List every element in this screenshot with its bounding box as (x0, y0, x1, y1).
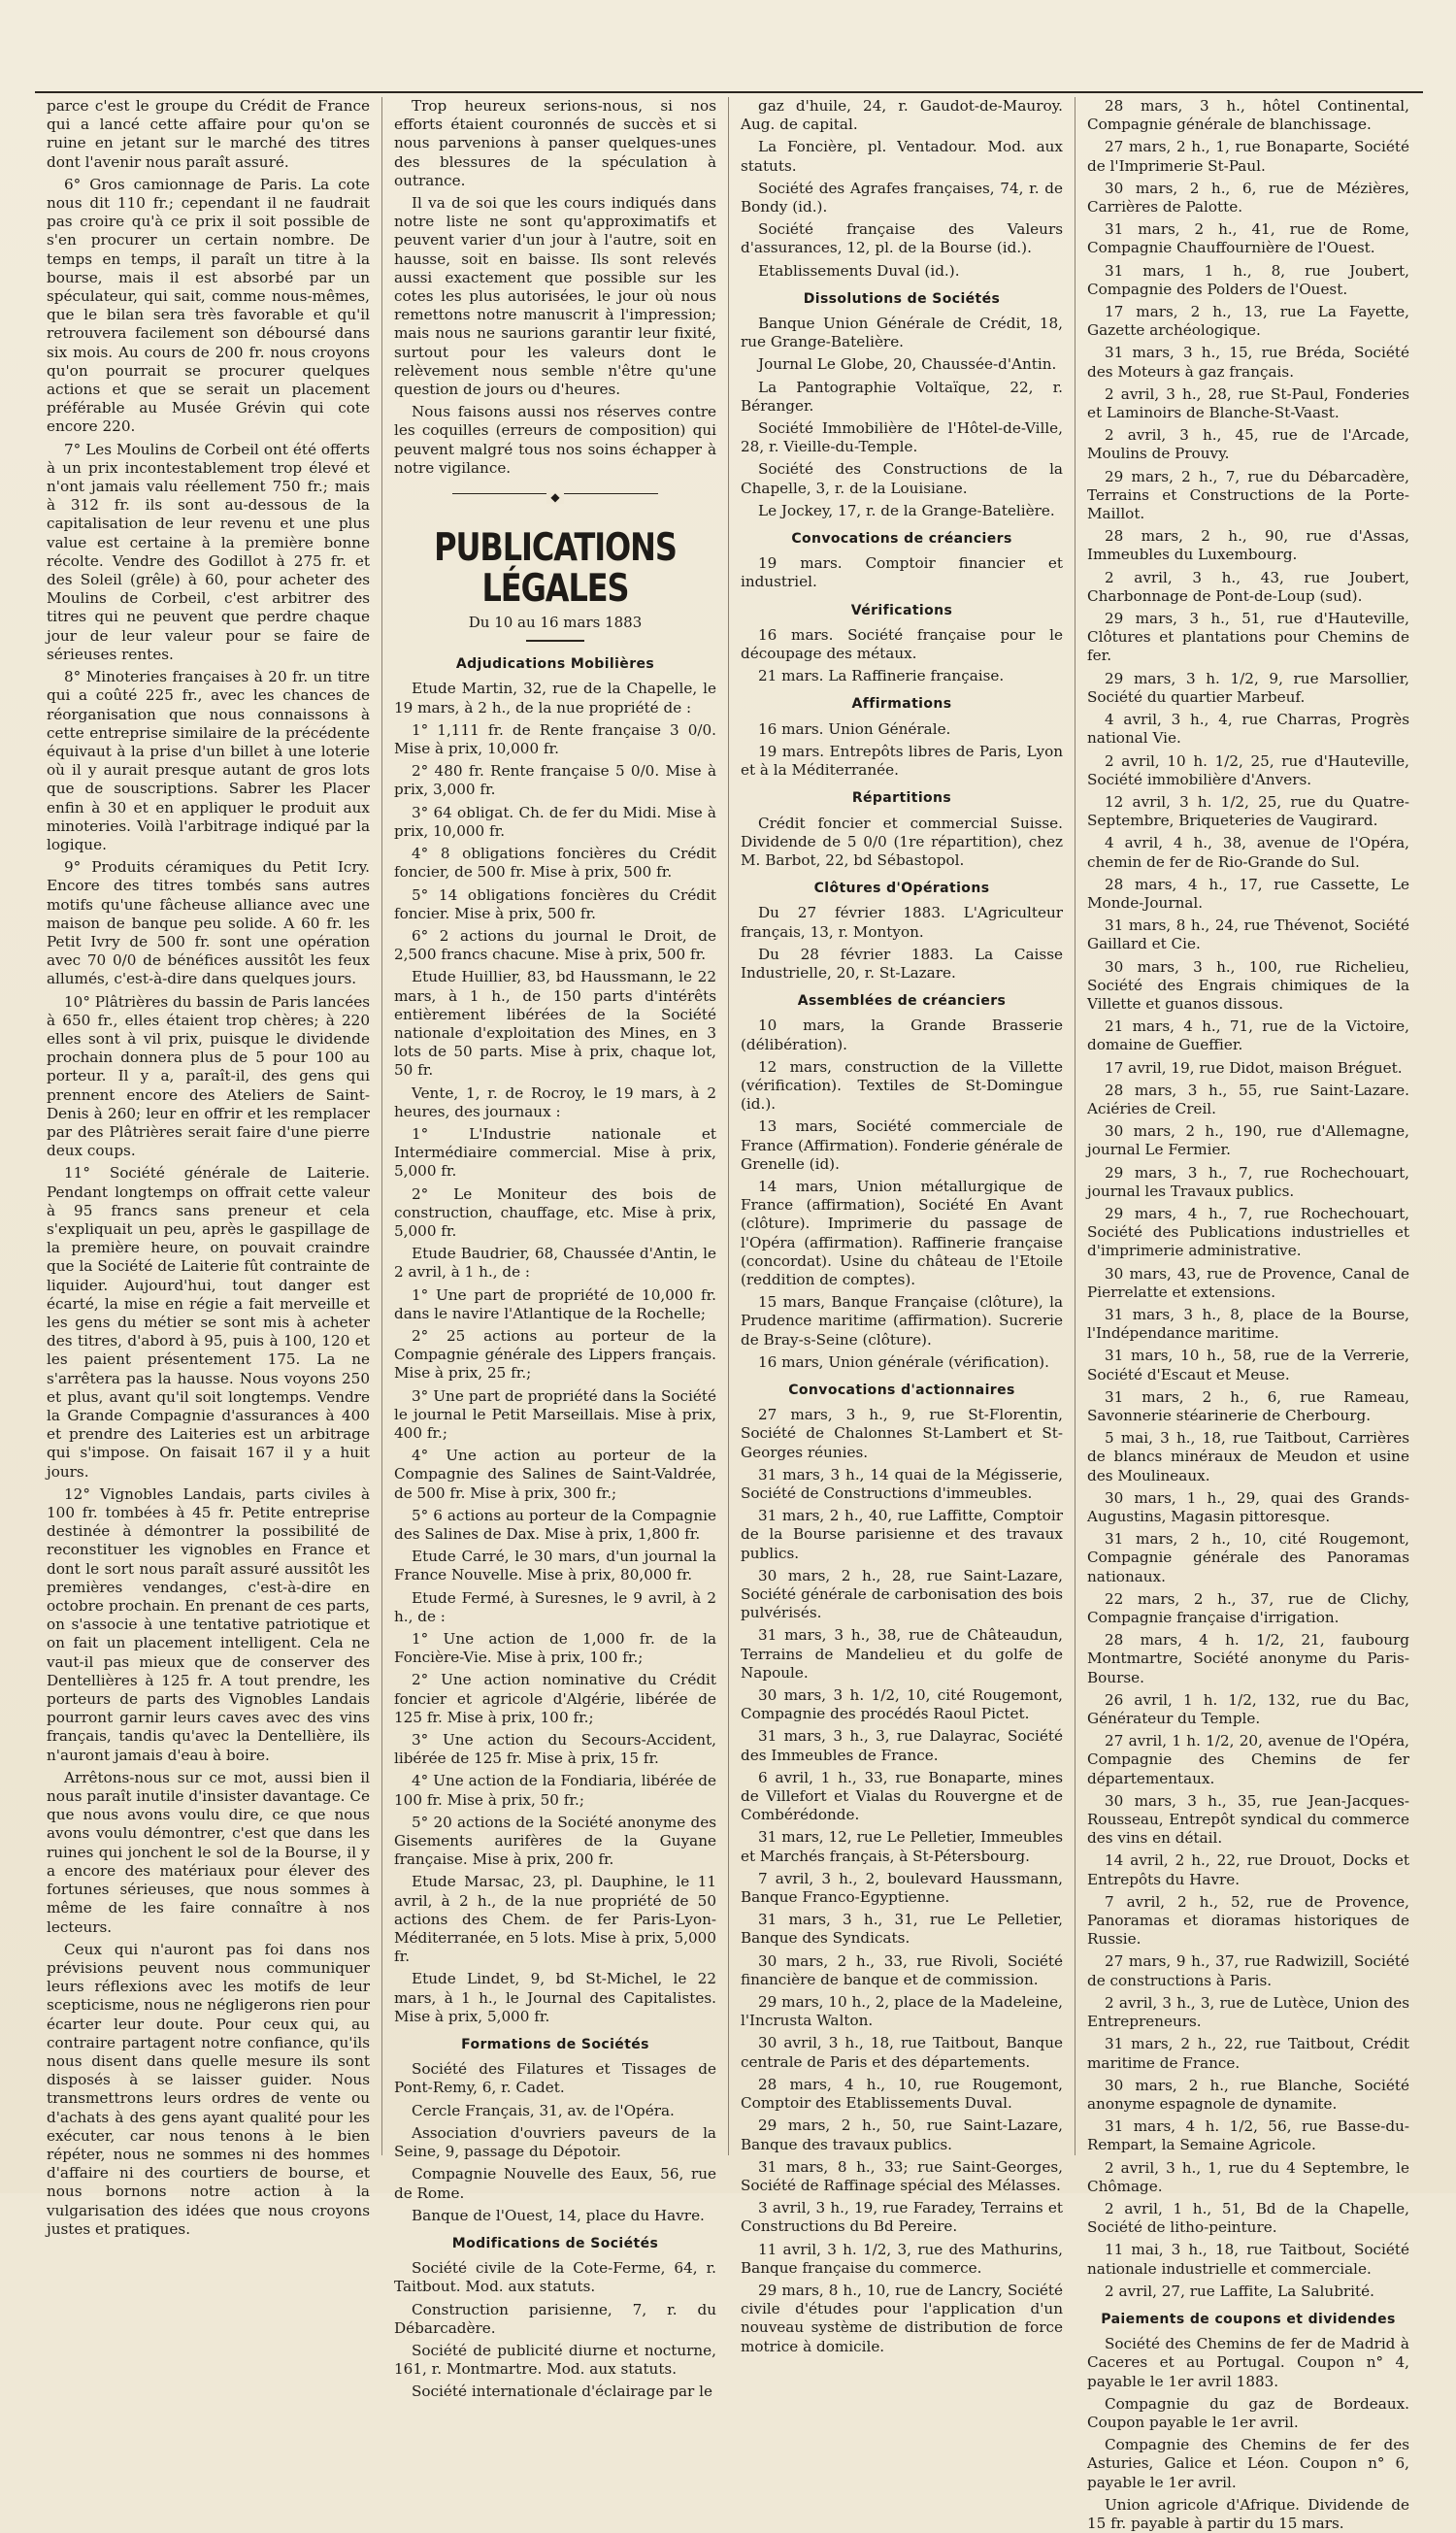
repartitions-list (741, 815, 1063, 871)
list-item: 31 mars, 3 h., 14 quai de la Mégisserie, Société de Constructions d'immeubles. (741, 1465, 1063, 1502)
list-item: 29 mars, 2 h., 50, rue Saint-Lazare, Banque des travaux publics. (741, 2116, 1063, 2153)
list-item: 2 avril, 3 h., 1, rue du 4 Septembre, le Chômage. (1087, 2158, 1409, 2195)
list-item: 4° 8 obligations foncières du Crédit foncier, de 500 fr. Mise à prix, 500 fr. (394, 845, 716, 882)
list-item: 2 avril, 27, rue Laffite, La Salubrité. (1105, 2282, 1374, 2300)
list-item: 2° 25 actions au porteur de la Compagnie générale des Lippers français. Mise à prix, 25 fr.; (394, 1326, 716, 1383)
list-item: 30 mars, 2 h., 33, rue Rivoli, Société financière de banque et de commission. (741, 1951, 1063, 1988)
list-item: Cercle Français, 31, av. de l'Opéra. (412, 2101, 675, 2119)
list-item: 17 avril, 19, rue Didot, maison Bréguet. (1105, 1058, 1403, 1077)
list-item: Vente, 1, r. de Rocroy, le 19 mars, à 2 heures, des journaux : (394, 1083, 716, 1120)
list-item: Société des Constructions de la Chapelle, 3, r. de la Louisiane. (741, 460, 1063, 497)
list-item: 29 mars, 3 h. 1/2, 9, rue Marsollier, Société du quartier Marbeuf. (1087, 669, 1409, 706)
list-item: 21 mars, 4 h., 71, rue de la Victoire, domaine de Gueffier. (1087, 1017, 1409, 1054)
list-item: Compagnie des Chemins de fer des Asturies, Galice et Léon. Coupon n° 6, payable le 1er avril. (1087, 2436, 1409, 2491)
list-item: 31 mars, 2 h., 22, rue Taitbout, Crédit maritime de France. (1087, 2035, 1409, 2072)
list-item: Association d'ouvriers paveurs de la Seine, 9, passage du Dépotoir. (394, 2123, 716, 2161)
list-item: 12 mars, construction de la Villette (vérification). Textiles de St-Domingue (id.). (741, 1057, 1063, 1114)
list-item: 30 mars, 1 h., 29, quai des Grands-Augustins, Magasin pittoresque. (1087, 1488, 1409, 1526)
section-heading: Clôtures d'Opérations (813, 881, 990, 897)
list-item: Etude Martin, 32, rue de la Chapelle, le 19 mars, à 2 h., de la nue propriété de : (394, 680, 716, 717)
list-item: Etude Huillier, 83, bd Haussmann, le 22 mars, à 1 h., de 150 parts d'intérêts entièrement libérées de la Société nationale d'exploitation des Mines, en 3 lots de 50 parts. Mise à prix, chaque lot, 50 fr. (394, 968, 716, 1080)
paragraph: Trop heureux serions-nous, si nos efforts étaient couronnés de succès et si nous parvenions à panser quelques-unes des blessures de la spéculation à outrance. (394, 97, 716, 189)
list-item: Etude Lindet, 9, bd St-Michel, le 22 mars, à 1 h., le Journal des Capitalistes. Mise à prix, 5,000 fr. (394, 1970, 716, 2025)
list-item: 3° Une action du Secours-Accident, libérée de 125 fr. Mise à prix, 15 fr. (394, 1731, 716, 1768)
list-item: 30 avril, 3 h., 18, rue Taitbout, Banque centrale de Paris et des départements. (741, 2034, 1063, 2071)
list-item: 31 mars, 8 h., 24, rue Thévenot, Société Gaillard et Cie. (1087, 917, 1409, 953)
section-heading: Convocations d'actionnaires (788, 1382, 1015, 1398)
affirmations-list (741, 720, 1063, 781)
list-item: Etude Baudrier, 68, Chaussée d'Antin, le 2 avril, à 1 h., de : (394, 1245, 716, 1282)
list-item: 1° L'Industrie nationale et Intermédiaire commercial. Mise à prix, 5,000 fr. (394, 1124, 716, 1181)
date-range: Du 10 au 16 mars 1883 (468, 614, 643, 632)
paragraph: Ceux qui n'auront pas foi dans nos prévisions peuvent nous communiquer leurs réflexions avec les motifs de leur scepticisme, nous ne négligerons rien pour écarter leur doute. Pour ceux qui, au contraire partagent notre confiance, qu'ils nous disent dans quelle mesure ils sont disposés à se laisser guider. Nous transmettrons leurs ordres de vente ou d'achats à des gens ayant qualité pour les exécuter, car nous tenons à le bien répéter, nous ne sommes ni des hommes d'affaire ni des courtiers de bourse, et nous bornons notre action à la vulgarisation des idées que nous croyons justes et pratiques. (47, 1940, 370, 2238)
list-item: Crédit foncier et commercial Suisse. Dividende de 5 0/0 (1re répartition), chez M. Barbot, 22, bd Sébastopol. (741, 814, 1063, 869)
shareholder-convocations-continued (1087, 97, 1409, 2301)
section-heading: Assemblées de créanciers (797, 993, 1007, 1010)
list-item: 2° Le Moniteur des bois de construction, chauffage, etc. Mise à prix, 5,000 fr. (394, 1184, 716, 1240)
section-heading: Convocations de créanciers (791, 531, 1012, 548)
dissolutions-list (741, 315, 1063, 520)
list-item: 30 mars, 3 h., 35, rue Jean-Jacques-Rousseau, Entrepôt syndical du commerce des vins en détail. (1087, 1791, 1409, 1848)
list-item: 31 mars, 10 h., 58, rue de la Verrerie, Société d'Escaut et Meuse. (1087, 1347, 1409, 1383)
list-item: 11 avril, 3 h. 1/2, 3, rue des Mathurins, Banque française du commerce. (741, 2240, 1063, 2277)
list-item: 30 mars, 3 h. 1/2, 10, cité Rougemont, Compagnie des procédés Raoul Pictet. (741, 1686, 1063, 1723)
list-item: Société française des Valeurs d'assurances, 12, pl. de la Bourse (id.). (741, 220, 1063, 257)
list-item: 13 mars, Société commerciale de France (Affirmation). Fonderie générale de Grenelle (id). (741, 1117, 1063, 1173)
list-item: 10 mars, la Grande Brasserie (délibération). (741, 1017, 1063, 1053)
list-item: 7 avril, 2 h., 52, rue de Provence, Panoramas et dioramas historiques de Russie. (1087, 1892, 1409, 1949)
list-item: 30 mars, 3 h., 100, rue Richelieu, Société des Engrais chimiques de la Villette et guanos dissous. (1087, 957, 1409, 1013)
list-item: 28 mars, 4 h., 17, rue Cassette, Le Monde-Journal. (1087, 875, 1409, 912)
list-item: 31 mars, 3 h., 15, rue Bréda, Société des Moteurs à gaz français. (1087, 344, 1409, 381)
paragraph: 10° Plâtrières du bassin de Paris lancées à 650 fr., elles étaient trop chères; à 220 elles sont à vil prix, puisque le dividende prochain donnera plus de 5 pour 100 au porteur. Il y a, paraît-il, des gens qui prennent encore des Ateliers de Saint-Denis à 260; leur en offrir et les remplacer par des Plâtrières serait faire d'une pierre deux coups. (47, 992, 370, 1160)
list-item: 31 mars, 3 h., 3, rue Dalayrac, Société des Immeubles de France. (741, 1727, 1063, 1764)
list-item: 12 avril, 3 h. 1/2, 25, rue du Quatre-Septembre, Briqueteries de Vaugirard. (1087, 792, 1409, 830)
list-item: 31 mars, 2 h., 40, rue Laffitte, Comptoir de la Bourse parisienne et des travaux publics. (741, 1507, 1063, 1562)
top-rule (35, 91, 1423, 93)
section-heading: Modifications de Sociétés (451, 2235, 659, 2251)
list-item: gaz d'huile, 24, r. Gaudot-de-Mauroy. Aug. de capital. (741, 97, 1063, 134)
list-item: Société de publicité diurne et nocturne, 161, r. Montmartre. Mod. aux statuts. (394, 2341, 716, 2379)
modifications-list (394, 2259, 716, 2401)
section-heading: Dissolutions de Sociétés (803, 290, 1001, 307)
section-heading: Répartitions (851, 790, 952, 807)
list-item: 27 avril, 1 h. 1/2, 20, avenue de l'Opéra, Compagnie des Chemins de fer départementaux. (1087, 1732, 1409, 1787)
list-item: 31 mars, 1 h., 8, rue Joubert, Compagnie des Polders de l'Ouest. (1087, 261, 1409, 298)
paragraph: 11° Société générale de Laiterie. Pendant longtemps on offrait cette valeur à 95 francs sans preneur et cela s'expliquait un peu, après le gaspillage de la première heure, on pouvait craindre que la Société de Laiterie fût contrainte de liquider. Aujourd'hui, tout danger est écarté, la mise en régie a fait merveille et les gens du métier se sont mis à acheter des titres, d'abord à 95, puis à 100, 120 et les paient présentement 175. La ne s'arrêtera pas la hausse. Nous voyons 250 et plus, avant qu'il soit longtemps. Vendre la Grande Compagnie d'assurances à 400 et prendre des Laiteries est un arbitrage qui s'impose. On faisait 167 il y a huit jours. (47, 1164, 370, 1481)
list-item: 27 mars, 9 h., 37, rue Radwizill, Société de constructions à Paris. (1087, 1952, 1409, 1989)
paragraph: 9° Produits céramiques du Petit Icry. Encore des titres tombés sans autres motifs qu'une fâcheuse alliance avec une maison de banque peu solide. A 60 fr. les Petit Ivry de 500 fr. sont une opération avec 70 0/0 de bénéfices aussitôt les feux allumés, c'est-à-dire dans quelques jours. (47, 858, 370, 988)
modifications-continued (741, 97, 1063, 281)
list-item: 30 mars, 43, rue de Provence, Canal de Pierrelatte et extensions. (1087, 1264, 1409, 1301)
list-item: 16 mars, Union générale (vérification). (758, 1352, 1049, 1371)
coupons-list (1087, 2335, 1409, 2533)
paragraph: parce c'est le groupe du Crédit de France qui a lancé cette affaire pour qu'on se ruine en jetant sur le marché des titres dont l'avenir nous paraît assuré. (47, 97, 370, 171)
list-item: Société des Agrafes françaises, 74, r. de Bondy (id.). (741, 179, 1063, 217)
columns (35, 97, 1423, 2532)
list-item: 2 avril, 10 h. 1/2, 25, rue d'Hauteville, Société immobilière d'Anvers. (1087, 751, 1409, 788)
list-item: Banque de l'Ouest, 14, place du Havre. (412, 2206, 705, 2224)
creditors-list (741, 554, 1063, 591)
list-item: 28 mars, 4 h., 10, rue Rougemont, Comptoir des Etablissements Duval. (741, 2075, 1063, 2113)
paragraph: 7° Les Moulins de Corbeil ont été offerts à un prix incontestablement trop élevé et n'ont jamais valu réellement 750 fr.; mais à 312 fr. ils sont au-dessous de la capitalisation de leur revenu et une plus value est certaine à la première bonne récolte. Vendre des Godillot à 275 fr. et des Soleil (grêle) à 60, pour acheter des Moulins de Corbeil, c'est arbitrer des titres qui ne peuvent que perdre chaque jour de leur valeur pour se faire de sérieuses rentes. (47, 440, 370, 663)
list-item: 1° 1,111 fr. de Rente française 3 0/0. Mise à prix, 10,000 fr. (394, 720, 716, 758)
list-item: 28 mars, 3 h., hôtel Continental, Compagnie générale de blanchissage. (1087, 97, 1409, 134)
adjudications-list (394, 680, 716, 2026)
list-item: 31 mars, 3 h., 31, rue Le Pelletier, Banque des Syndicats. (741, 1911, 1063, 1948)
list-item: 2 avril, 1 h., 51, Bd de la Chapelle, Société de litho-peinture. (1087, 2199, 1409, 2237)
list-item: 4° Une action de la Fondiaria, libérée de 100 fr. Mise à prix, 50 fr.; (394, 1772, 716, 1809)
ornament-separator: ◆ (394, 487, 716, 499)
list-item: 19 mars. Comptoir financier et industriel. (741, 554, 1063, 591)
list-item: Etude Fermé, à Suresnes, le 9 avril, à 2 h., de : (394, 1588, 716, 1625)
list-item: 5° 20 actions de la Société anonyme des Gisements aurifères de la Guyane française. Mise à prix, 200 fr. (394, 1813, 716, 1869)
list-item: 31 mars, 3 h., 8, place de la Bourse, l'Indépendance maritime. (1087, 1305, 1409, 1343)
list-item: Société des Filatures et Tissages de Pont-Remy, 6, r. Cadet. (394, 2060, 716, 2097)
list-item: 11 mai, 3 h., 18, rue Taitbout, Société nationale industrielle et commerciale. (1087, 2241, 1409, 2278)
section-heading: Vérifications (850, 602, 953, 618)
list-item: 31 mars, 3 h., 38, rue de Châteaudun, Terrains de Mandelieu et du golfe de Napoule. (741, 1626, 1063, 1682)
list-item: 31 mars, 12, rue Le Pelletier, Immeubles et Marchés français, à St-Pétersbourg. (741, 1828, 1063, 1865)
list-item: 27 mars, 3 h., 9, rue St-Florentin, Société de Chalonnes St-Lambert et St-Georges réunies. (741, 1406, 1063, 1461)
paragraph: Il va de soi que les cours indiqués dans notre liste ne sont qu'approximatifs et peuvent varier d'un jour à l'autre, soit en hausse, soit en baisse. Ils sont relevés aussi exactement que possible sur les cotes les plus autorisées, le jour où nous remettons notre manuscrit à l'impression; mais nous ne saurions garantir leur fixité, surtout pour les valeurs dont le relèvement nous semble n'être qu'une question de jours ou d'heures. (394, 194, 716, 399)
column-2 (381, 97, 728, 2401)
paragraph: 8° Minoteries françaises à 20 fr. un titre qui a coûté 225 fr., avec les chances de réorganisation que nous connaissons à cette entreprise similaire de la précédente équivaut à la prise d'un billet à une loterie où il y aurait presque autant de gros lots que de souscriptions. Sabrer les Placer enfin à 30 et en appliquer le produit aux minoteries. Voilà l'arbitrage indiqué par la logique. (47, 668, 370, 853)
paragraph: 12° Vignobles Landais, parts civiles à 100 fr. tombées à 45 fr. Petite entreprise destinée à démontrer la possibilité de reconstituer les vignobles en France et dont le sort nous paraît assuré aussitôt les premières vendanges, c'est-à-dire en octobre prochain. En prenant de ces parts, on s'associe à une tentative patriotique et on fait un placement intelligent. Cela ne vaut-il pas mieux que de conserver des Dentellières à 125 fr. A tout prendre, les porteurs de parts des Vignobles Landais pourront garnir leurs caves avec des vins français, tandis qu'avec la Dentellière, ils n'auront jamais d'eau à boire. (47, 1484, 370, 1764)
paragraph: Nous faisons aussi nos réserves contre les coquilles (erreurs de composition) qui peuvent malgré tous nos soins échapper à notre vigilance. (394, 403, 716, 477)
list-item: 31 mars, 2 h., 10, cité Rougemont, Compagnie générale des Panoramas nationaux. (1087, 1530, 1409, 1585)
formations-list (394, 2060, 716, 2225)
list-item: 29 mars, 8 h., 10, rue de Lancry, Société civile d'études pour l'application d'un nouveau système de distribution de force motrice à domicile. (741, 2281, 1063, 2355)
list-item: 31 mars, 8 h., 33; rue Saint-Georges, Société de Raffinage spécial des Mélasses. (741, 2157, 1063, 2194)
list-item: Société Immobilière de l'Hôtel-de-Ville, 28, r. Vieille-du-Temple. (741, 419, 1063, 456)
list-item: 31 mars, 2 h., 41, rue de Rome, Compagnie Chauffournière de l'Ouest. (1087, 220, 1409, 257)
list-item: 26 avril, 1 h. 1/2, 132, rue du Bac, Générateur du Temple. (1087, 1690, 1409, 1728)
list-item: 7 avril, 3 h., 2, boulevard Haussmann, Banque Franco-Egyptienne. (741, 1869, 1063, 1907)
section-heading: Adjudications Mobilières (455, 656, 655, 673)
section-heading: Affirmations (851, 696, 952, 713)
list-item: 6 avril, 1 h., 33, rue Bonaparte, mines de Villefort et Vialas du Rouvergne et de Combérédonde. (741, 1768, 1063, 1824)
list-item: 30 mars, 2 h., 6, rue de Mézières, Carrières de Palotte. (1087, 179, 1409, 217)
list-item: 14 mars, Union métallurgique de France (affirmation), Société En Avant (clôture). Imprimerie du passage de l'Opéra (affirmation). Raffinerie française (concordat). Usine du château de l'Etoile (reddition de comptes). (741, 1177, 1063, 1288)
list-item: 21 mars. La Raffinerie française. (758, 667, 1005, 685)
list-item: 3° Une part de propriété dans la Société le journal le Petit Marseillais. Mise à prix, 400 fr.; (394, 1386, 716, 1442)
list-item: 22 mars, 2 h., 37, rue de Clichy, Compagnie française d'irrigation. (1087, 1589, 1409, 1627)
list-item: Banque Union Générale de Crédit, 18, rue Grange-Batelière. (741, 315, 1063, 351)
list-item: 1° Une part de propriété de 10,000 fr. dans le navire l'Atlantique de la Rochelle; (394, 1285, 716, 1322)
list-item: 16 mars. Société française pour le découpage des métaux. (741, 625, 1063, 663)
list-item: Compagnie Nouvelle des Eaux, 56, rue de Rome. (394, 2165, 716, 2202)
list-item: Etude Carré, le 30 mars, d'un journal la France Nouvelle. Mise à prix, 80,000 fr. (394, 1548, 716, 1584)
list-item: 2 avril, 3 h., 43, rue Joubert, Charbonnage de Pont-de-Loup (sud). (1087, 568, 1409, 605)
list-item: 2° 480 fr. Rente française 5 0/0. Mise à prix, 3,000 fr. (394, 762, 716, 799)
list-item: 6° 2 actions du journal le Droit, de 2,500 francs chacune. Mise à prix, 500 fr. (394, 926, 716, 964)
list-item: Journal Le Globe, 20, Chaussée-d'Antin. (758, 355, 1057, 374)
list-item: Société des Chemins de fer de Madrid à Caceres et au Portugal. Coupon n° 4, payable le 1er avril 1883. (1087, 2335, 1409, 2390)
list-item: Le Jockey, 17, r. de la Grange-Batelière. (758, 501, 1055, 519)
list-item: 27 mars, 2 h., 1, rue Bonaparte, Société de l'Imprimerie St-Paul. (1087, 138, 1409, 175)
list-item: Compagnie du gaz de Bordeaux. Coupon payable le 1er avril. (1087, 2394, 1409, 2431)
list-item: La Pantographie Voltaïque, 22, r. Béranger. (741, 378, 1063, 415)
list-item: Société civile de la Cote-Ferme, 64, r. Taitbout. Mod. aux statuts. (394, 2259, 716, 2296)
section-heading: Paiements de coupons et dividendes (1101, 2311, 1396, 2327)
list-item: 29 mars, 2 h., 7, rue du Débarcadère, Terrains et Constructions de la Porte-Maillot. (1087, 467, 1409, 523)
list-item: Etude Marsac, 23, pl. Dauphine, le 11 avril, à 2 h., de la nue propriété de 50 actions des Chem. de fer Paris-Lyon-Méditerranée, en 5 lots. Mise à prix, 5,000 fr. (394, 1873, 716, 1966)
list-item: 29 mars, 3 h., 51, rue d'Hauteville, Clôtures et plantations pour Chemins de fer. (1087, 610, 1409, 665)
list-item: 2 avril, 3 h., 28, rue St-Paul, Fonderies et Laminoirs de Blanche-St-Vaast. (1087, 384, 1409, 422)
list-item: La Foncière, pl. Ventadour. Mod. aux statuts. (741, 138, 1063, 175)
section-title: PUBLICATIONS LÉGALES (434, 526, 677, 612)
section-heading: Formations de Sociétés (461, 2037, 649, 2053)
list-item: 17 mars, 2 h., 13, rue La Fayette, Gazette archéologique. (1087, 303, 1409, 340)
list-item: 31 mars, 4 h. 1/2, 56, rue Basse-du-Rempart, la Semaine Agricole. (1087, 2117, 1409, 2154)
list-item: 30 mars, 2 h., 190, rue d'Allemagne, journal Le Fermier. (1087, 1122, 1409, 1159)
list-item: 28 mars, 2 h., 90, rue d'Assas, Immeubles du Luxembourg. (1087, 527, 1409, 564)
paragraph: 6° Gros camionnage de Paris. La cote nous dit 110 fr.; cependant il ne faudrait pas croire qu'à ce prix il soit possible de s'en procurer un certain nombre. De temps en temps, il paraît un titre à la bourse, mais il est absorbé par un spéculateur, qui sait, comme nous-mêmes, que le bilan sera très favorable et qu'il retrouvera facilement son déboursé dans six mois. Au cours de 200 fr. nous croyons qu'on pourrait se procurer quelques actions et que se serait un placement préférable au Musée Grévin qui cote encore 220. (47, 175, 370, 436)
list-item: 3° 64 obligat. Ch. de fer du Midi. Mise à prix, 10,000 fr. (394, 803, 716, 840)
assemblees-list (741, 1017, 1063, 1372)
list-item: 19 mars. Entrepôts libres de Paris, Lyon et à la Méditerranée. (741, 742, 1063, 780)
list-item: Du 28 février 1883. La Caisse Industrielle, 20, r. St-Lazare. (741, 945, 1063, 982)
list-item: 3 avril, 3 h., 19, rue Faradey, Terrains et Constructions du Bd Pereire. (741, 2199, 1063, 2236)
list-item: 5° 14 obligations foncières du Crédit foncier. Mise à prix, 500 fr. (394, 885, 716, 922)
list-item: 2 avril, 3 h., 45, rue de l'Arcade, Moulins de Prouvy. (1087, 426, 1409, 463)
list-item: Du 27 février 1883. L'Agriculteur français, 13, r. Montyon. (741, 904, 1063, 941)
column-1 (35, 97, 381, 2238)
verifications-list (741, 626, 1063, 686)
list-item: 28 mars, 3 h., 55, rue Saint-Lazare. Aciéries de Creil. (1087, 1081, 1409, 1117)
short-rule (526, 640, 584, 642)
list-item: 30 mars, 2 h., 28, rue Saint-Lazare, Société générale de carbonisation des bois pulvérisés. (741, 1566, 1063, 1622)
list-item: Société internationale d'éclairage par le (412, 2383, 712, 2401)
list-item: 29 mars, 4 h., 7, rue Rochechouart, Société des Publications industrielles et d'imprimerie administrative. (1087, 1204, 1409, 1260)
list-item: 28 mars, 4 h. 1/2, 21, faubourg Montmartre, Société anonyme du Paris-Bourse. (1087, 1631, 1409, 1686)
column-3 (728, 97, 1075, 2355)
list-item: 29 mars, 3 h., 7, rue Rochechouart, journal les Travaux publics. (1087, 1163, 1409, 1200)
list-item: 15 mars, Banque Française (clôture), la Prudence maritime (affirmation). Sucrerie de Bray-s-Seine (clôture). (741, 1293, 1063, 1349)
list-item: 4 avril, 4 h., 38, avenue de l'Opéra, chemin de fer de Rio-Grande do Sul. (1087, 834, 1409, 871)
list-item: Construction parisienne, 7, r. du Débarcadère. (394, 2300, 716, 2337)
list-item: 29 mars, 10 h., 2, place de la Madeleine, l'Incrusta Walton. (741, 1993, 1063, 2030)
list-item: 4° Une action au porteur de la Compagnie des Salines de Saint-Valdrée, de 500 fr. Mise à prix, 300 fr.; (394, 1447, 716, 1502)
list-item: Union agricole d'Afrique. Dividende de 15 fr. payable à partir du 15 mars. (1087, 2495, 1409, 2532)
list-item: 1° Une action de 1,000 fr. de la Foncière-Vie. Mise à prix, 100 fr.; (394, 1630, 716, 1667)
column-4 (1075, 97, 1421, 2532)
list-item: 14 avril, 2 h., 22, rue Drouot, Docks et Entrepôts du Havre. (1087, 1851, 1409, 1888)
paragraph: Arrêtons-nous sur ce mot, aussi bien il nous paraît inutile d'insister davantage. Ce que nous avons voulu dire, ce que nous avons voulu démontrer, c'est que dans les ruines qui jonchent le sol de la Bourse, il y a encore des matériaux pour élever des fortunes sérieuses, que nous sommes à même de les faire connaître à nos lecteurs. (47, 1768, 370, 1936)
shareholder-convocations-list (741, 1406, 1063, 2356)
list-item: 5 mai, 3 h., 18, rue Taitbout, Carrières de blancs minéraux de Meudon et usine des Moulineaux. (1087, 1429, 1409, 1484)
list-item: 30 mars, 2 h., rue Blanche, Société anonyme espagnole de dynamite. (1087, 2076, 1409, 2113)
list-item: 2 avril, 3 h., 3, rue de Lutèce, Union des Entrepreneurs. (1087, 1993, 1409, 2031)
list-item: 5° 6 actions au porteur de la Compagnie des Salines de Dax. Mise à prix, 1,800 fr. (394, 1506, 716, 1543)
list-item: 4 avril, 3 h., 4, rue Charras, Progrès national Vie. (1087, 711, 1409, 748)
list-item: 31 mars, 2 h., 6, rue Rameau, Savonnerie stéarinerie de Cherbourg. (1087, 1387, 1409, 1424)
list-item: 2° Une action nominative du Crédit foncier et agricole d'Algérie, libérée de 125 fr. Mise à prix, 100 fr.; (394, 1671, 716, 1726)
list-item: 16 mars. Union Générale. (758, 719, 951, 738)
list-item: Etablissements Duval (id.). (758, 261, 960, 280)
clotures-list (741, 904, 1063, 983)
